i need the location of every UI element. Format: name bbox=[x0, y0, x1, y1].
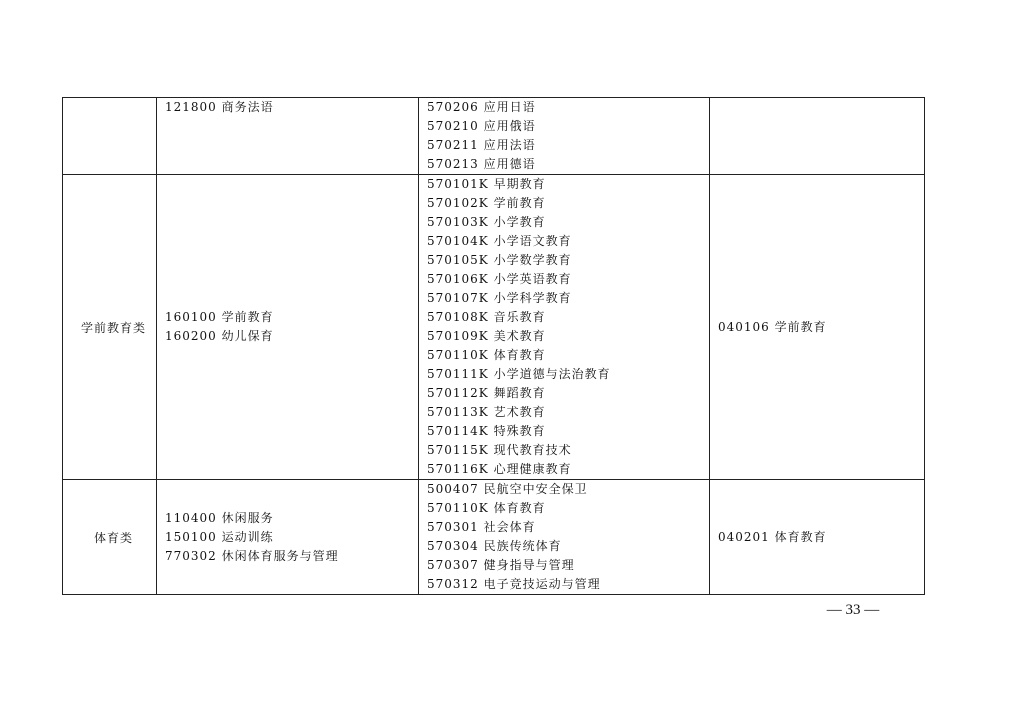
secondary-major-cell bbox=[157, 175, 419, 480]
major-table-body bbox=[63, 98, 925, 595]
undergraduate-major-cell bbox=[710, 98, 925, 175]
higher-vocational-major-cell bbox=[419, 480, 710, 595]
higher-vocational-major-item: 570210 应用俄语 bbox=[427, 119, 536, 133]
category-label: 学前教育类 bbox=[80, 320, 146, 335]
higher-vocational-major-item: 570106K 小学英语教育 bbox=[427, 272, 572, 286]
higher-vocational-major-item: 570113K 艺术教育 bbox=[427, 405, 546, 419]
higher-vocational-major-item: 570112K 舞蹈教育 bbox=[427, 386, 546, 400]
higher-vocational-major-item: 570103K 小学教育 bbox=[427, 215, 546, 229]
higher-vocational-major-item: 570211 应用法语 bbox=[427, 138, 536, 152]
higher-vocational-major-item: 570114K 特殊教育 bbox=[427, 424, 546, 438]
category-label: 体育类 bbox=[93, 530, 133, 545]
higher-vocational-major-item: 570102K 学前教育 bbox=[427, 196, 546, 210]
higher-vocational-major-item: 570110K 体育教育 bbox=[427, 501, 546, 515]
higher-vocational-major-item: 500407 民航空中安全保卫 bbox=[427, 482, 588, 496]
category-cell bbox=[63, 175, 157, 480]
secondary-major-item: 160200 幼儿保育 bbox=[165, 329, 274, 343]
higher-vocational-major-item: 570307 健身指导与管理 bbox=[427, 558, 575, 572]
higher-vocational-major-item: 570206 应用日语 bbox=[427, 100, 536, 114]
higher-vocational-major-item: 570105K 小学数学教育 bbox=[427, 253, 572, 267]
higher-vocational-major-cell bbox=[419, 175, 710, 480]
table-row bbox=[63, 98, 925, 175]
higher-vocational-major-item: 570107K 小学科学教育 bbox=[427, 291, 572, 305]
secondary-major-cell bbox=[157, 480, 419, 595]
secondary-major-item: 150100 运动训练 bbox=[165, 529, 274, 544]
higher-vocational-major-item: 570110K 体育教育 bbox=[427, 348, 546, 362]
secondary-major-cell bbox=[157, 98, 419, 175]
higher-vocational-major-item: 570301 社会体育 bbox=[427, 520, 536, 534]
secondary-major-item: 770302 休闲体育服务与管理 bbox=[165, 548, 339, 563]
undergraduate-major-cell bbox=[710, 480, 925, 595]
undergraduate-major-item: 040106 学前教育 bbox=[718, 319, 827, 334]
higher-vocational-major-cell bbox=[419, 98, 710, 175]
secondary-major-item: 121800 商务法语 bbox=[165, 100, 274, 114]
category-cell bbox=[63, 98, 157, 175]
secondary-major-item: 160100 学前教育 bbox=[165, 310, 274, 324]
table-row bbox=[63, 480, 925, 595]
higher-vocational-major-item: 570312 电子竞技运动与管理 bbox=[427, 577, 601, 591]
higher-vocational-major-item: 570108K 音乐教育 bbox=[427, 310, 546, 324]
higher-vocational-major-item: 570213 应用德语 bbox=[427, 157, 536, 171]
page-number: — 33 — bbox=[826, 602, 880, 618]
undergraduate-major-item bbox=[718, 98, 924, 117]
table-row bbox=[63, 175, 925, 480]
undergraduate-major-item: 040201 体育教育 bbox=[718, 529, 827, 544]
higher-vocational-major-item: 570101K 早期教育 bbox=[427, 177, 546, 191]
higher-vocational-major-item: 570111K 小学道德与法治教育 bbox=[427, 367, 611, 381]
category-cell bbox=[63, 480, 157, 595]
higher-vocational-major-item: 570115K 现代教育技术 bbox=[427, 443, 572, 457]
higher-vocational-major-item: 570109K 美术教育 bbox=[427, 329, 546, 343]
secondary-major-item: 110400 休闲服务 bbox=[165, 510, 274, 525]
major-table bbox=[62, 97, 925, 595]
undergraduate-major-cell bbox=[710, 175, 925, 480]
higher-vocational-major-item: 570104K 小学语文教育 bbox=[427, 234, 572, 248]
higher-vocational-major-item: 570304 民族传统体育 bbox=[427, 539, 562, 553]
higher-vocational-major-item: 570116K 心理健康教育 bbox=[427, 462, 572, 476]
